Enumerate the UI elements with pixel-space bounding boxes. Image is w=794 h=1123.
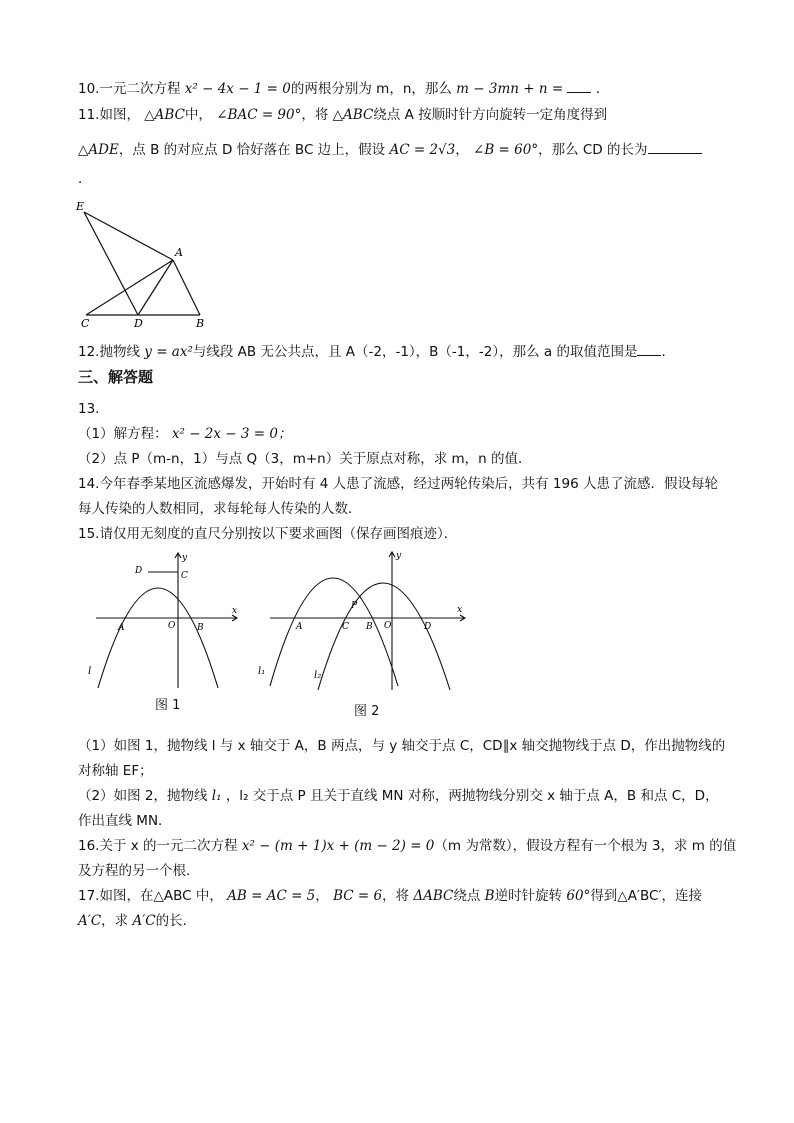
q13-number: 13.: [78, 401, 100, 417]
label-d: D: [134, 317, 143, 330]
q11-text-5: ，那么 CD 的长为: [538, 142, 648, 158]
fig1-label-o: O: [168, 621, 176, 631]
q13-part-1: [78, 425, 718, 443]
q11-text-3: 绕点 A 按顺时针方向旋转一定角度得到: [373, 107, 608, 123]
q14-line-1: 14.今年春季某地区流感爆发，开始时有 4 人患了流感，经过两轮传染后，共有 196 人患了流感．假设每轮: [78, 476, 718, 492]
q11-line-2: [78, 139, 718, 159]
fig2-label-l2: l₂: [314, 670, 322, 681]
q17-bc: BC = 6: [333, 888, 383, 904]
q13-part-1-label: （1）解方程：: [78, 426, 168, 442]
q17-line-2: [78, 912, 718, 930]
q13-part-2: （2）点 P（m-n，1）与点 Q（3，m+n）关于原点对称，求 m，n 的值．: [78, 451, 532, 467]
q17-text-5: 得到△A′BC′，连接: [590, 888, 703, 904]
q17-angle: 60°: [566, 888, 591, 904]
label-b: B: [196, 317, 205, 330]
segment-ab: [173, 260, 200, 315]
fig2-label-a: A: [296, 622, 303, 632]
fig2-label-c: C: [342, 622, 349, 632]
q15-l1-symbol: l₁: [211, 788, 222, 804]
q17-segment-ac-2: A′C: [132, 913, 156, 929]
fig2-label-d: D: [424, 622, 432, 632]
q16-line-1: [78, 837, 737, 855]
q10-answer-blank[interactable]: [567, 78, 591, 93]
q17-ab-ac: AB = AC = 5: [227, 888, 316, 904]
q11-comma: ，: [455, 142, 469, 158]
q11-angle-bac: ∠BAC = 90°: [216, 107, 302, 123]
q15-part-1-line-1: （1）如图 1，抛物线 l 与 x 轴交于 A，B 两点，与 y 轴交于点 C，CD∥x 轴交抛物线于点 D，作出抛物线的: [78, 738, 726, 754]
q17-text-2: ，将: [382, 888, 410, 904]
q11-line-1: [78, 106, 718, 124]
q15-figure-2: [256, 548, 471, 693]
q10-expression: m − 3mn + n =: [456, 81, 564, 97]
fig1-label-b: B: [197, 623, 204, 633]
q17-text-7: 的长．: [155, 913, 197, 929]
fig1-label-l: l: [88, 666, 92, 677]
q17-text-4: 逆时针旋转: [494, 888, 563, 904]
q17-prefix: 17.如图，在△ABC 中，: [78, 888, 223, 904]
fig1-label-d: D: [135, 566, 143, 576]
q11-zhong: 中，: [184, 107, 212, 123]
q11-ac-value: AC = 2√3: [389, 142, 456, 158]
q17-text-3: 绕点: [453, 888, 481, 904]
q11-answer-blank[interactable]: [648, 139, 702, 154]
q11-triangle-abc: △ABC: [144, 107, 185, 123]
label-c: C: [81, 317, 90, 330]
q15-part-2-line-2: 作出直线 MN．: [78, 813, 172, 829]
q16-equation: x² − (m + 1)x + (m − 2) = 0: [241, 838, 435, 854]
q15-figure-1: [86, 548, 246, 693]
q13-part-1-equation: x² − 2x − 3 = 0；: [171, 426, 292, 442]
fig2-label-y: y: [396, 551, 402, 561]
q15-part-2-text: ，l₂ 交于点 P 且关于直线 MN 对称，两抛物线分别交 x 轴于点 A，B 和点 C，D，: [225, 788, 719, 804]
fig2-label-p: P: [351, 601, 358, 611]
q15-part-2-line-1: [78, 787, 718, 805]
q17-line-1: [78, 887, 718, 905]
q16-rest: （m 为常数），假设方程有一个根为 3，求 m 的值: [434, 838, 737, 854]
q11-prefix: 11.如图，: [78, 107, 140, 123]
fig2-label-x: x: [457, 605, 463, 615]
fig2-label-o: O: [384, 621, 392, 631]
q11-figure: [72, 198, 222, 333]
fig1-label-x: x: [232, 606, 238, 616]
q16-line-2: 及方程的另一个根．: [78, 863, 200, 879]
fig2-label-l1: l₁: [258, 666, 266, 677]
fig2-caption: 图 2: [354, 704, 380, 719]
q17-triangle: ΔABC: [413, 888, 454, 904]
q17-comma: ，: [315, 888, 329, 904]
q11-angle-b: ∠B = 60°: [473, 142, 539, 158]
q11-triangle-abc-2: △ABC: [332, 107, 374, 123]
fig1-label-y: y: [182, 553, 188, 563]
segment-ea: [84, 212, 173, 260]
q15-part-2-label: （2）如图 2，抛物线: [78, 788, 208, 804]
q17-segment-ac: A′C: [78, 913, 102, 929]
q10-end: ．: [595, 81, 610, 97]
q16-prefix: 16.关于 x 的一元二次方程: [78, 838, 238, 854]
q17-text-6: ，求: [101, 913, 129, 929]
q11-triangle-ade: △ADE: [78, 142, 119, 158]
label-e: E: [76, 200, 85, 213]
fig2-parabola-l1: [270, 578, 398, 686]
q15-part-1-line-2: 对称轴 EF；: [78, 763, 153, 779]
segment-ca: [86, 260, 173, 315]
segment-da: [138, 260, 173, 315]
q12-equation: y = ax²: [144, 344, 193, 360]
fig1-label-a: A: [118, 623, 125, 633]
fig1-label-c: C: [181, 571, 188, 581]
q12-line: [78, 341, 718, 361]
q10-mid: 的两根分别为 m，n，那么: [290, 81, 452, 97]
section-heading-3: 三、解答题: [78, 368, 154, 386]
q11-dot: ．: [78, 171, 92, 187]
q14-line-2: 每人传染的人数相同，求每轮每人传染的人数．: [78, 501, 362, 517]
q17-point-b: B: [484, 888, 495, 904]
q10-equation: x² − 4x − 1 = 0: [184, 81, 291, 97]
fig1-parabola-l: [98, 588, 218, 688]
q12-end: ．: [661, 344, 675, 360]
q12-text: 与线段 AB 无公共点，且 A（-2，-1），B（-1，-2），那么 a 的取值范围是: [192, 344, 638, 360]
q10-prefix: 10.一元二次方程: [78, 81, 181, 97]
fig2-parabola-l2: [318, 583, 450, 690]
fig1-caption: 图 1: [155, 698, 181, 713]
fig2-label-b: B: [366, 622, 373, 632]
q10-line: [78, 78, 718, 98]
q12-prefix: 12.抛物线: [78, 344, 140, 360]
q11-text-2: ，将: [301, 107, 329, 123]
q12-answer-blank[interactable]: [637, 341, 661, 356]
q15-line-1: 15.请仅用无刻度的直尺分别按以下要求画图（保存画图痕迹）．: [78, 526, 458, 542]
label-a: A: [175, 246, 183, 259]
q11-text-4: ，点 B 的对应点 D 恰好落在 BC 边上，假设: [118, 142, 386, 158]
